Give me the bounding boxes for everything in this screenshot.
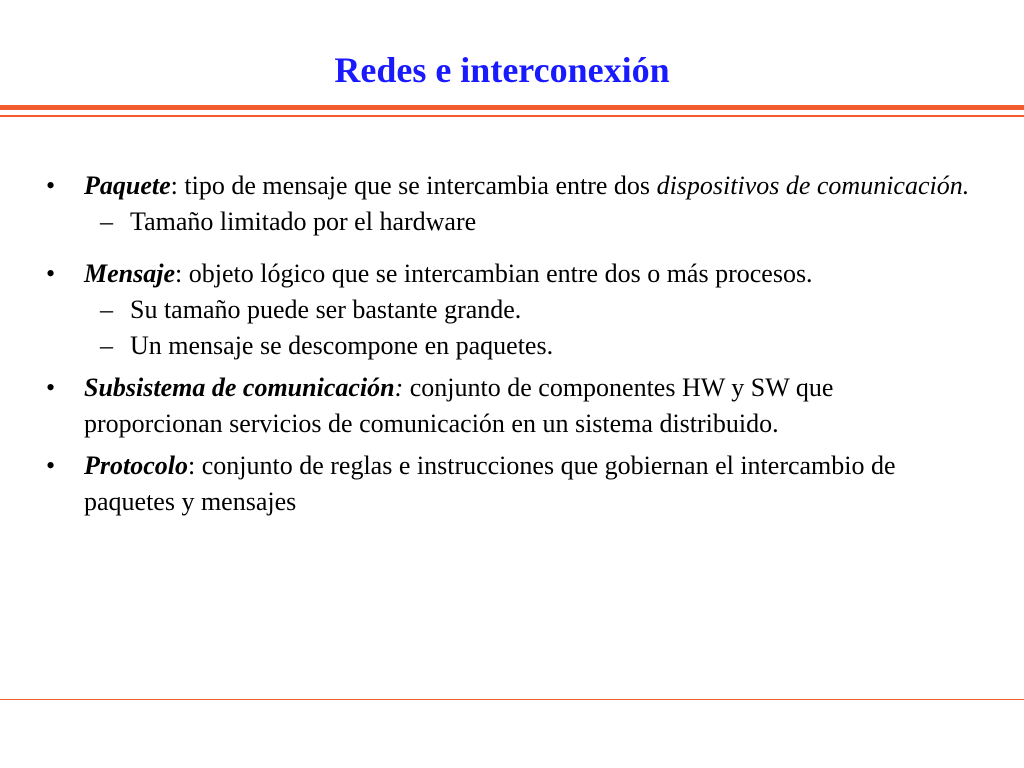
bullet-glyph: •	[46, 171, 56, 200]
dash-glyph: –	[100, 331, 113, 360]
subitem	[84, 292, 976, 328]
definition-paquete: tipo de mensaje que se intercambia entre dos	[177, 171, 657, 200]
definition-mensaje: objeto lógico que se intercambian entre dos o más procesos.	[182, 259, 813, 288]
sublist-paquete	[84, 204, 976, 240]
bullet-glyph: •	[46, 373, 56, 402]
definition-subsistema: conjunto de componentes HW y SW que proporcionan servicios de comunicación en un sistema distribuido.	[84, 373, 834, 438]
bullet-item-mensaje	[46, 256, 976, 364]
term-subsistema: Subsistema de comunicación	[84, 373, 395, 402]
bullet-item-subsistema	[46, 370, 976, 442]
bullet-item-protocolo	[46, 448, 976, 520]
bullet-list	[46, 168, 976, 520]
dash-glyph: –	[100, 207, 113, 236]
definition-paquete-italic: dispositivos de comunicación.	[656, 171, 970, 200]
term-protocolo: Protocolo	[84, 451, 188, 480]
term-mensaje: Mensaje	[84, 259, 175, 288]
bullet-glyph: •	[46, 259, 56, 288]
term-separator: :	[170, 171, 178, 200]
bullet-item-paquete	[46, 168, 976, 240]
slide-title: Redes e interconexión	[334, 50, 670, 90]
subitem	[84, 328, 976, 364]
term-separator: :	[175, 259, 183, 288]
term-paquete: Paquete	[84, 171, 171, 200]
subitem	[84, 204, 976, 240]
footer-rule	[0, 699, 1024, 700]
title-rule-thick	[0, 105, 1024, 110]
dash-glyph: –	[100, 295, 113, 324]
subitem-text: Su tamaño puede ser bastante grande.	[130, 295, 522, 324]
bullet-glyph: •	[46, 451, 56, 480]
term-separator: :	[394, 373, 404, 402]
title-rule-thin	[0, 115, 1024, 117]
sublist-mensaje	[84, 292, 976, 364]
subitem-text: Un mensaje se descompone en paquetes.	[130, 331, 554, 360]
subitem-text: Tamaño limitado por el hardware	[130, 207, 477, 236]
term-separator: :	[188, 451, 196, 480]
definition-protocolo: conjunto de reglas e instrucciones que gobiernan el intercambio de paquetes y mensajes	[84, 451, 896, 516]
